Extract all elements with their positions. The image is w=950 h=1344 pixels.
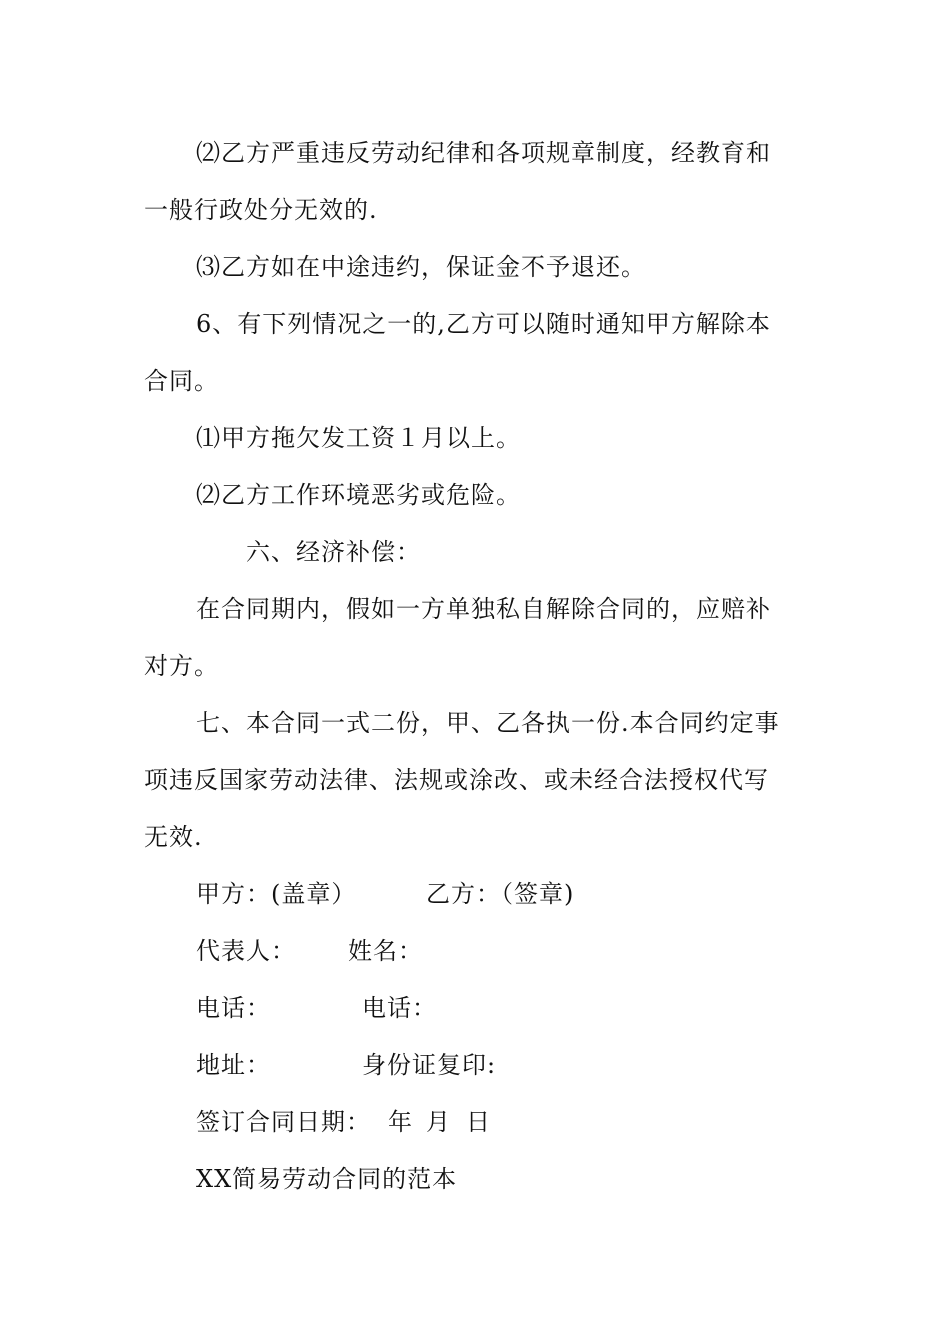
clause6-line2: 合同。 xyxy=(144,367,219,395)
section7-line2: 项违反国家劳动法律、法规或涂改、或未经合法授权代写 xyxy=(144,766,769,794)
date-day: 日 xyxy=(466,1108,491,1136)
clause5-item3: ⑶乙方如在中途违约，保证金不予退还。 xyxy=(196,253,646,281)
clause6-item1: ⑴甲方拖欠发工资１月以上。 xyxy=(196,424,521,452)
next-document-title: XX简易劳动合同的范本 xyxy=(196,1165,458,1193)
date-month: 月 xyxy=(426,1108,451,1136)
clause6-item2: ⑵乙方工作环境恶劣或危险。 xyxy=(196,481,521,509)
address-label: 地址： xyxy=(196,1051,271,1079)
section6-line2: 对方。 xyxy=(144,652,219,680)
phone-a-label: 电话： xyxy=(196,994,271,1022)
phone-b-label: 电话： xyxy=(362,994,437,1022)
clause5-item2-line1: ⑵乙方严重违反劳动纪律和各项规章制度，经教育和 xyxy=(196,139,771,167)
clause6-line1: 6、有下列情况之一的,乙方可以随时通知甲方解除本 xyxy=(196,310,771,338)
date-year: 年 xyxy=(388,1108,413,1136)
section6-line1: 在合同期内，假如一方单独私自解除合同的，应赔补 xyxy=(196,595,771,623)
id-copy-label: 身份证复印: xyxy=(362,1051,497,1079)
party-b-label: 乙方：（签章) xyxy=(426,880,575,908)
sign-date-label: 签订合同日期： xyxy=(196,1108,371,1136)
clause5-item2-line2: 一般行政处分无效的. xyxy=(144,196,378,224)
name-label: 姓名： xyxy=(348,937,423,965)
section7-line3: 无效. xyxy=(144,823,203,851)
party-a-label: 甲方：(盖章） xyxy=(196,880,357,908)
section7-line1: 七、本合同一式二份，甲、乙各执一份.本合同约定事 xyxy=(196,709,780,737)
section6-heading: 六、经济补偿： xyxy=(246,538,421,566)
representative-label: 代表人： xyxy=(196,937,296,965)
